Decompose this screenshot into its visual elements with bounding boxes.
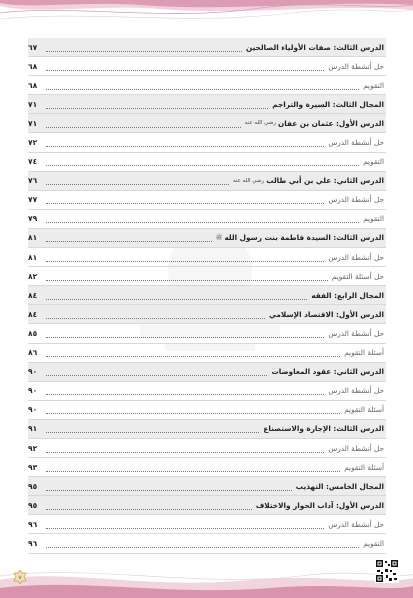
toc-row: [28, 133, 386, 152]
bottom-decorative-band: [0, 558, 413, 598]
toc-row: [28, 496, 386, 515]
toc-page-number: ٧٤: [28, 157, 38, 167]
toc-page-number: ٩٠: [28, 405, 38, 415]
toc-row: [28, 114, 386, 133]
toc-page-number: ٩٢: [28, 443, 38, 453]
toc-page-number: ٩٠: [28, 386, 38, 396]
dot-leader: [46, 329, 324, 338]
qr-code: [375, 559, 399, 583]
toc-entry-title: أسئلة التقويم: [344, 462, 384, 472]
toc-entry-title: الدرس الثالث: السيدة فاطمة بنت رسول الله: [224, 233, 384, 243]
dot-leader: [46, 482, 292, 491]
dot-leader: [46, 444, 324, 453]
toc-page-number: ٨٤: [28, 290, 38, 300]
toc-entry-title: المجال الثالث: السيرة والتراجم: [272, 99, 384, 109]
toc-entry-title: التقويم: [363, 157, 384, 167]
toc-row: [28, 210, 386, 229]
toc-entry-title: حل أنشطة الدرس: [328, 519, 384, 529]
toc-page-number: ٩٥: [28, 500, 38, 510]
toc-row: [28, 515, 386, 534]
toc-row: [28, 191, 386, 210]
toc-entry-title: الدرس الثاني: عقود المعاوضات: [271, 367, 384, 377]
toc-page-number: ٩١: [28, 424, 38, 434]
toc-entry-title: الدرس الأول: الاقتصاد الإسلامي: [269, 309, 384, 319]
toc-entry-title: الدرس الثالث: صفات الأولياء الصالحين: [246, 42, 384, 52]
dot-leader: [46, 348, 340, 357]
honorific-mark: رضي الله عنه: [232, 177, 265, 184]
toc-page-number: ٩٦: [28, 519, 38, 529]
toc-entry-title: أسئلة التقويم: [344, 405, 384, 415]
toc-row: [28, 95, 386, 114]
toc-row: [28, 153, 386, 172]
toc-entry-title: حل أنشطة الدرس: [328, 138, 384, 148]
dot-leader: [46, 424, 259, 433]
toc-page-number: ٩٣: [28, 462, 38, 472]
toc-row: [28, 229, 386, 248]
toc-entry-title: التقويم: [363, 538, 384, 548]
dot-leader: [46, 62, 324, 71]
page-number-badge: [13, 570, 27, 584]
toc-page-number: ٧٧: [28, 195, 38, 205]
toc-row: [28, 420, 386, 439]
toc-row: [28, 439, 386, 458]
toc-entry-title: حل أنشطة الدرس: [328, 443, 384, 453]
toc-row: [28, 57, 386, 76]
toc-page-number: ٦٨: [28, 61, 38, 71]
honorific-mark: رضي الله عنه: [244, 120, 277, 127]
toc-row: [28, 76, 386, 95]
toc-row: [28, 172, 386, 191]
dot-leader: [46, 291, 307, 300]
dot-leader: [46, 463, 340, 472]
toc-page-number: ٨٥: [28, 328, 38, 338]
toc-entry-title: الدرس الأول: عثمان بن عفان: [278, 118, 384, 128]
toc-row: [28, 458, 386, 477]
toc-page-number: ٩٠: [28, 367, 38, 377]
toc-entry-title: التقويم: [363, 214, 384, 224]
toc-page-number: ٨١: [28, 252, 38, 262]
toc-row: [28, 534, 386, 553]
toc-entry-title: حل أنشطة الدرس: [328, 328, 384, 338]
toc-row: [28, 382, 386, 401]
toc-page-number: ٧١: [28, 118, 38, 128]
top-decorative-band: [0, 0, 413, 30]
toc-row: [28, 248, 386, 267]
dot-leader: [46, 100, 268, 109]
dot-leader: [46, 138, 324, 147]
toc-row: [28, 363, 386, 382]
toc-page-number: ٧٩: [28, 214, 38, 224]
dot-leader: [46, 386, 324, 395]
dot-leader: [46, 233, 212, 242]
table-of-contents: [28, 38, 386, 554]
dot-leader: [46, 176, 229, 185]
dot-leader: [46, 520, 324, 529]
toc-entry-title: حل أنشطة الدرس: [328, 61, 384, 71]
page-number: ٧: [18, 574, 22, 582]
toc-row: [28, 344, 386, 363]
toc-row: [28, 267, 386, 286]
honorific-mark: ﷺ: [215, 234, 223, 241]
toc-page-number: ٧١: [28, 99, 38, 109]
dot-leader: [46, 214, 359, 223]
toc-page-number: ٩٦: [28, 538, 38, 548]
toc-page-number: ٨١: [28, 233, 38, 243]
toc-entry-title: التقويم: [363, 80, 384, 90]
toc-page-number: ٨٦: [28, 348, 38, 358]
dot-leader: [46, 272, 328, 281]
dot-leader: [46, 367, 267, 376]
toc-page-number: ٨٤: [28, 309, 38, 319]
toc-entry-title: الدرس الثاني: علي بن أبي طالب: [266, 176, 384, 186]
toc-page-number: ٨٢: [28, 271, 38, 281]
toc-row: [28, 477, 386, 496]
toc-entry-title: الدرس الثالث: الإجارة والاستصناع: [263, 424, 384, 434]
dot-leader: [46, 501, 252, 510]
dot-leader: [46, 195, 324, 204]
dot-leader: [46, 310, 265, 319]
toc-row: [28, 305, 386, 324]
dot-leader: [46, 253, 324, 262]
toc-entry-title: المجال الرابع: الفقه: [311, 290, 384, 300]
toc-row: [28, 401, 386, 420]
toc-entry-title: أسئلة التقويم: [344, 348, 384, 358]
toc-entry-title: حل أنشطة الدرس: [328, 195, 384, 205]
toc-page-number: ٧٦: [28, 176, 38, 186]
toc-entry-title: حل أنشطة الدرس: [328, 386, 384, 396]
toc-entry-title: حل أنشطة الدرس: [328, 252, 384, 262]
dot-leader: [46, 43, 242, 52]
toc-page-number: ٩٥: [28, 481, 38, 491]
toc-entry-title: الدرس الأول: آداب الحوار والاختلاف: [255, 500, 384, 510]
toc-page-number: ٧٢: [28, 138, 38, 148]
toc-entry-title: المجال الخامس: التهذيب: [295, 481, 384, 491]
dot-leader: [46, 539, 359, 548]
toc-row: [28, 286, 386, 305]
toc-row: [28, 38, 386, 57]
toc-page-number: ٦٧: [28, 42, 38, 52]
dot-leader: [46, 119, 241, 128]
toc-entry-title: حل أسئلة التقويم: [331, 271, 384, 281]
toc-row: [28, 324, 386, 343]
toc-page-number: ٦٨: [28, 80, 38, 90]
dot-leader: [46, 405, 340, 414]
dot-leader: [46, 157, 359, 166]
dot-leader: [46, 81, 359, 90]
